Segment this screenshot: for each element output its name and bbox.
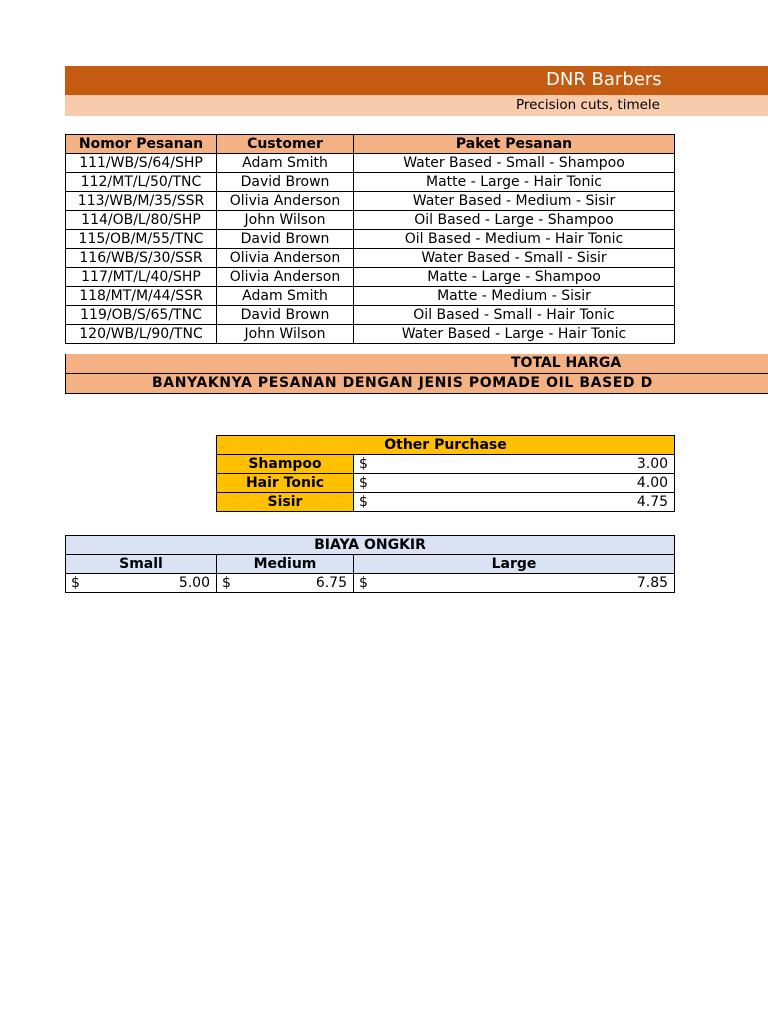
table-row [217, 474, 675, 493]
sheet-subtitle: Precision cuts, timele [516, 97, 660, 113]
column-header-large[interactable]: Large [354, 555, 675, 574]
package-cell[interactable]: Oil Based - Small - Hair Tonic [354, 306, 675, 325]
currency-symbol: $ [359, 494, 368, 510]
customer-cell[interactable]: Olivia Anderson [217, 268, 354, 287]
oil-based-count-row[interactable] [65, 374, 768, 394]
currency-symbol: $ [71, 575, 80, 591]
table-row [66, 230, 675, 249]
total-harga-label: TOTAL HARGA [511, 355, 622, 371]
table-row [66, 173, 675, 192]
package-cell[interactable]: Matte - Large - Shampoo [354, 268, 675, 287]
item-price-shampoo[interactable] [354, 455, 675, 474]
item-label-hair-tonic[interactable]: Hair Tonic [217, 474, 354, 493]
order-number-cell[interactable]: 120/WB/L/90/TNC [66, 325, 217, 344]
table-row [66, 154, 675, 173]
currency-symbol: $ [222, 575, 231, 591]
table-row [66, 211, 675, 230]
table-row [66, 325, 675, 344]
ongkir-medium-cell[interactable] [217, 574, 354, 593]
order-number-cell[interactable]: 113/WB/M/35/SSR [66, 192, 217, 211]
item-price-hair-tonic[interactable] [354, 474, 675, 493]
package-cell[interactable]: Water Based - Medium - Sisir [354, 192, 675, 211]
customer-cell[interactable]: David Brown [217, 306, 354, 325]
currency-symbol: $ [359, 475, 368, 491]
title-banner [65, 66, 768, 95]
currency-symbol: $ [359, 575, 368, 591]
order-number-cell[interactable]: 115/OB/M/55/TNC [66, 230, 217, 249]
table-row [66, 249, 675, 268]
customer-cell[interactable]: David Brown [217, 173, 354, 192]
customer-cell[interactable]: John Wilson [217, 325, 354, 344]
customer-cell[interactable]: John Wilson [217, 211, 354, 230]
total-harga-row[interactable] [65, 354, 768, 374]
currency-symbol: $ [359, 456, 368, 472]
table-row [66, 287, 675, 306]
price-value: 4.00 [636, 475, 669, 491]
customer-cell[interactable]: Adam Smith [217, 287, 354, 306]
column-header-small[interactable]: Small [66, 555, 217, 574]
table-row [66, 268, 675, 287]
customer-cell[interactable]: Olivia Anderson [217, 249, 354, 268]
biaya-ongkir-table [65, 535, 675, 593]
package-cell[interactable]: Water Based - Small - Shampoo [354, 154, 675, 173]
other-purchase-title[interactable]: Other Purchase [217, 436, 675, 455]
package-cell[interactable]: Matte - Medium - Sisir [354, 287, 675, 306]
package-cell[interactable]: Water Based - Small - Sisir [354, 249, 675, 268]
table-row [66, 192, 675, 211]
customer-cell[interactable]: David Brown [217, 230, 354, 249]
package-cell[interactable]: Water Based - Large - Hair Tonic [354, 325, 675, 344]
column-header-nomor-pesanan[interactable]: Nomor Pesanan [66, 135, 217, 154]
package-cell[interactable]: Matte - Large - Hair Tonic [354, 173, 675, 192]
oil-based-count-label: BANYAKNYA PESANAN DENGAN JENIS POMADE OIL BASED D [152, 375, 653, 391]
oil-based-count-cell [66, 374, 675, 394]
table-row [66, 306, 675, 325]
price-value: 4.75 [636, 494, 669, 510]
sheet-title: DNR Barbers [546, 69, 662, 90]
ongkir-value: 6.75 [315, 575, 347, 591]
customer-cell[interactable]: Olivia Anderson [217, 192, 354, 211]
other-purchase-table [216, 435, 675, 512]
column-header-paket-pesanan[interactable]: Paket Pesanan [354, 135, 675, 154]
orders-table [65, 134, 675, 344]
order-number-cell[interactable]: 118/MT/M/44/SSR [66, 287, 217, 306]
package-cell[interactable]: Oil Based - Medium - Hair Tonic [354, 230, 675, 249]
ongkir-value: 7.85 [636, 575, 669, 591]
item-label-shampoo[interactable]: Shampoo [217, 455, 354, 474]
table-row [217, 493, 675, 512]
column-header-customer[interactable]: Customer [217, 135, 354, 154]
biaya-ongkir-title[interactable]: BIAYA ONGKIR [66, 536, 675, 555]
order-number-cell[interactable]: 117/MT/L/40/SHP [66, 268, 217, 287]
table-row [217, 455, 675, 474]
price-value: 3.00 [636, 456, 669, 472]
ongkir-large-cell[interactable] [354, 574, 675, 593]
item-price-sisir[interactable] [354, 493, 675, 512]
customer-cell[interactable]: Adam Smith [217, 154, 354, 173]
table-row [66, 574, 675, 593]
order-number-cell[interactable]: 116/WB/S/30/SSR [66, 249, 217, 268]
order-number-cell[interactable]: 114/OB/L/80/SHP [66, 211, 217, 230]
order-number-cell[interactable]: 112/MT/L/50/TNC [66, 173, 217, 192]
order-number-cell[interactable]: 119/OB/S/65/TNC [66, 306, 217, 325]
package-cell[interactable]: Oil Based - Large - Shampoo [354, 211, 675, 230]
ongkir-value: 5.00 [178, 575, 210, 591]
subtitle-banner [65, 95, 768, 116]
orders-header-row [66, 135, 675, 154]
item-label-sisir[interactable]: Sisir [217, 493, 354, 512]
order-number-cell[interactable]: 111/WB/S/64/SHP [66, 154, 217, 173]
ongkir-small-cell[interactable] [66, 574, 217, 593]
column-header-medium[interactable]: Medium [217, 555, 354, 574]
